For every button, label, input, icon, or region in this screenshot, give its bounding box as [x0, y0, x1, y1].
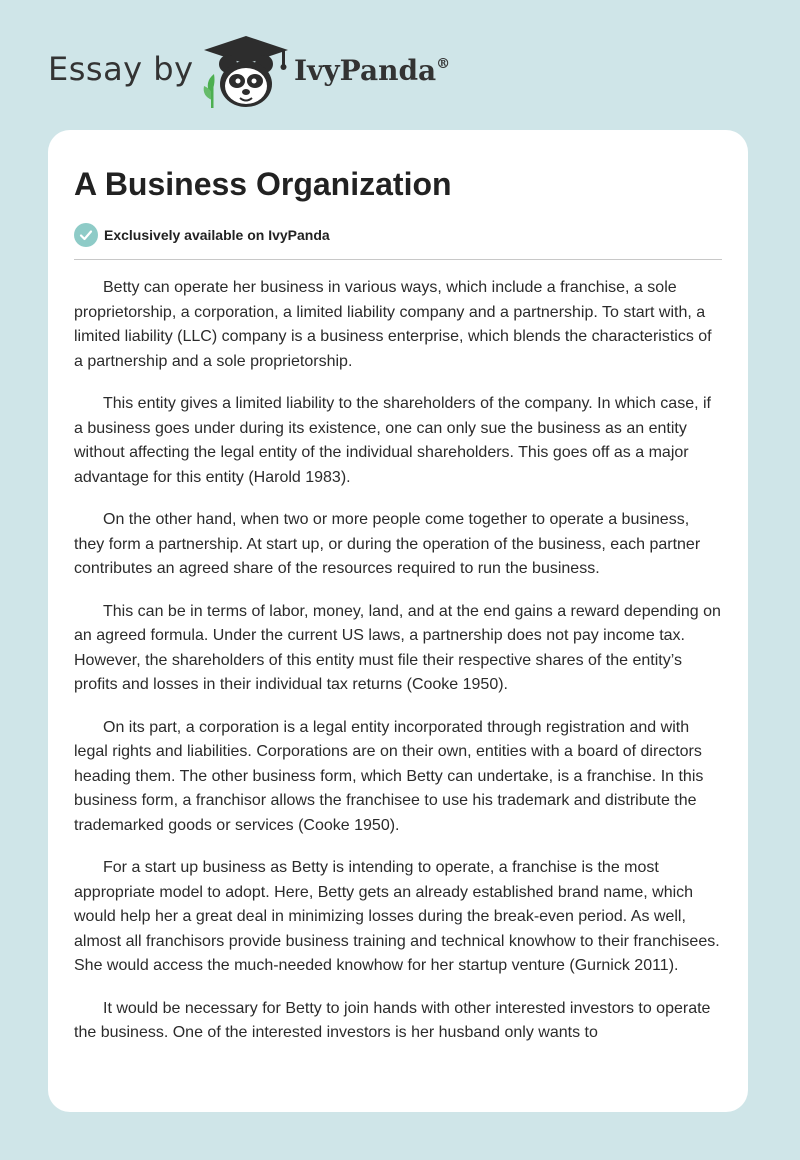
- article-title: A Business Organization: [74, 166, 452, 202]
- divider: [74, 259, 722, 260]
- panda-logo-icon[interactable]: [200, 34, 292, 110]
- exclusive-badge: [74, 222, 722, 248]
- paragraph: For a start up business as Betty is intending to operate, a franchise is the most appropriate model to adopt. Here, Betty gets an already established brand name, which would help her a great deal in minimizing losses during the break-even period. As well, almost all franchisors provide business training and technical knowhow to their franchisees. She would access the much-needed knowhow for her startup venture (Gurnick 2011).: [74, 859, 720, 974]
- paragraph: Betty can operate her business in various ways, which include a franchise, a sole proprietorship, a corporation, a limited liability company and a partnership. To start with, a limited liability (LLC) company is a business enterprise, which blends the characteristics of a partnership and a sole proprietorship.: [74, 279, 712, 370]
- paragraph: This entity gives a limited liability to the shareholders of the company. In which case, if a business goes under during its existence, one can only sue the business as an entity without affecting the legal entity of the individual shareholders. This goes off as a major advantage for this entity (Harold 1983).: [74, 395, 711, 486]
- registered-mark: ®: [436, 56, 451, 72]
- essay-by-label: Essay by: [48, 50, 194, 88]
- article-body: [74, 276, 722, 1046]
- article-card: [48, 130, 748, 1112]
- brand-text: IvyPanda: [294, 54, 437, 87]
- exclusive-label: Exclusively available on IvyPanda: [104, 227, 330, 243]
- site-header: [48, 34, 752, 114]
- paragraph: On the other hand, when two or more people come together to operate a business, they form a partnership. At start up, or during the operation of the business, each partner contributes an agreed share of the resources required to run the business.: [74, 511, 701, 577]
- paragraph: It would be necessary for Betty to join hands with other interested investors to operate the business. One of the interested investors is her husband only wants to: [74, 999, 711, 1041]
- paragraph: This can be in terms of labor, money, land, and at the end gains a reward depending on an agreed formula. Under the current US laws, a partnership does not pay income tax. However, the shareholders of this entity must file their respective shares of the entity’s profits and losses in their individual tax returns (Cooke 1950).: [74, 602, 721, 693]
- paragraph: On its part, a corporation is a legal entity incorporated through registration and with legal rights and liabilities. Corporations are on their own, entities with a board of directors heading them. The other business form, which Betty can undertake, is a franchise. In this business form, a franchisor allows the franchisee to use his trademark and distribute the trademarked goods or services (Cooke 1950).: [74, 718, 704, 834]
- brand-name[interactable]: [294, 54, 450, 87]
- checkmark-icon: [74, 223, 98, 247]
